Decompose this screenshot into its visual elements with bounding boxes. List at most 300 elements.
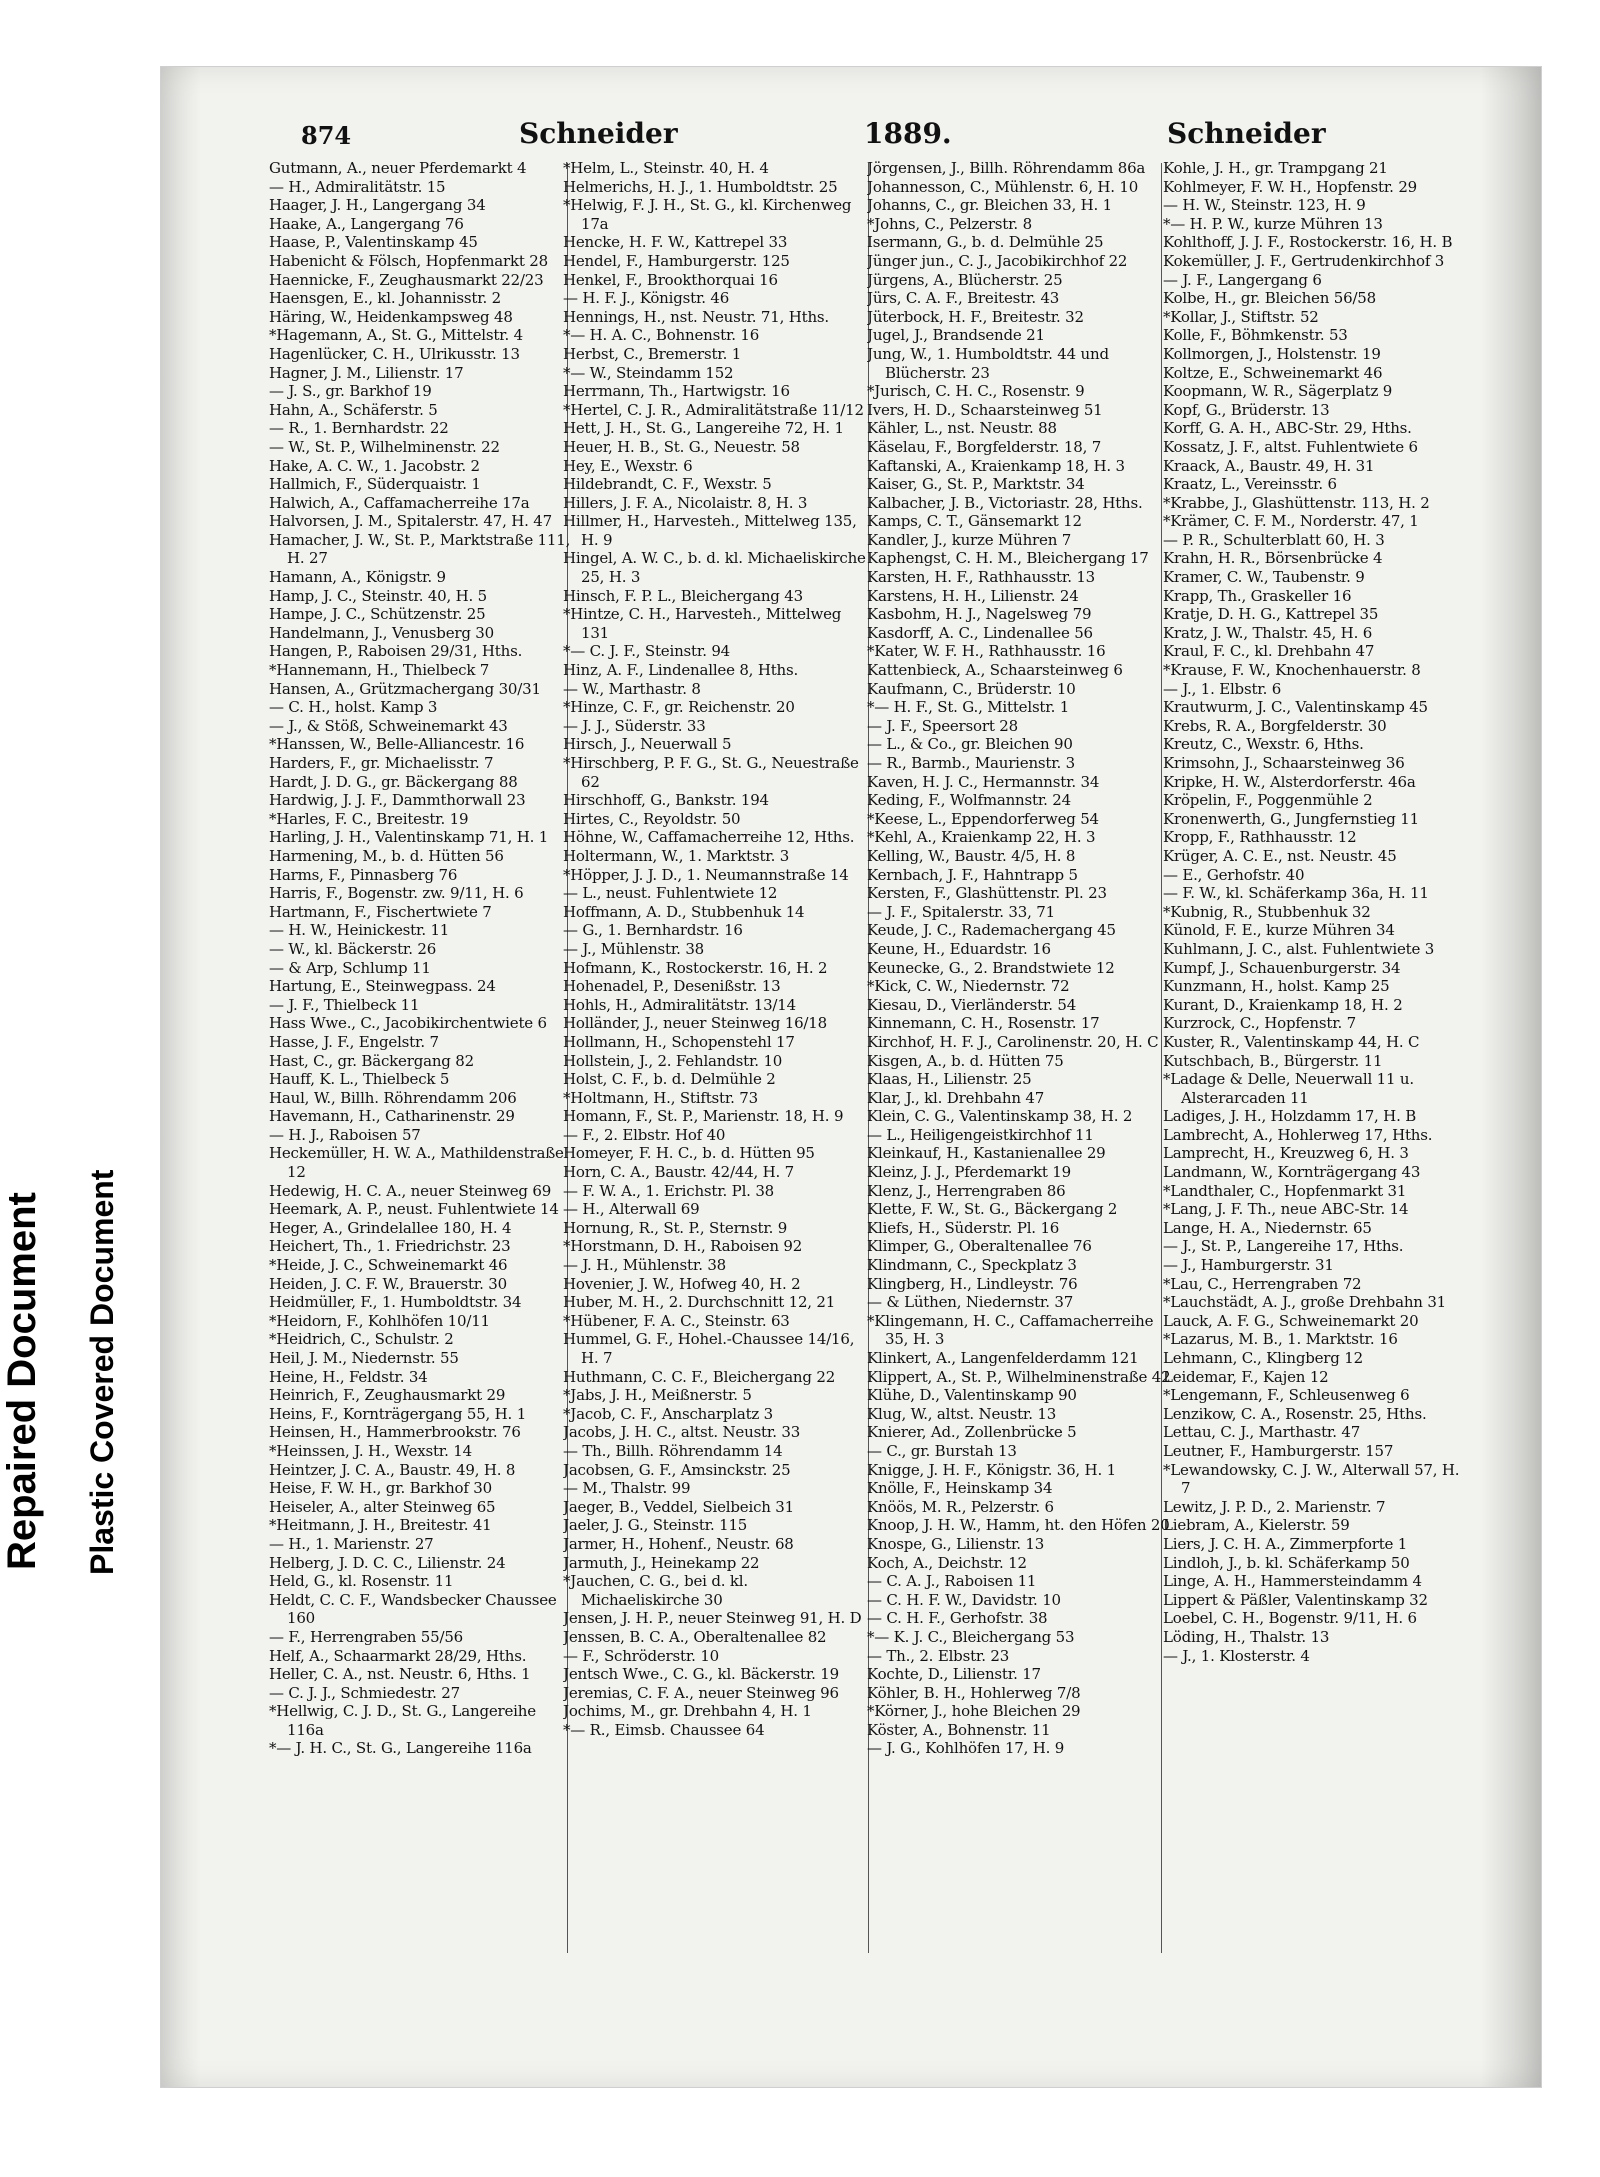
directory-entry: *Lang, J. F. Th., neue ABC-Str. 14 [1163, 1200, 1409, 1219]
directory-entry: Hendel, F., Hamburgerstr. 125 [563, 251, 790, 270]
directory-entry: Krahn, H. R., Börsenbrücke 4 [1163, 549, 1383, 568]
directory-entry: Hedewig, H. C. A., neuer Steinweg 69 [269, 1181, 552, 1200]
directory-entry: Keunecke, G., 2. Brandstwiete 12 [867, 958, 1115, 977]
directory-entry: — L., neust. Fuhlentwiete 12 [563, 884, 778, 903]
directory-entry: Kiesau, D., Vierländerstr. 54 [867, 995, 1077, 1014]
directory-entry: Kopf, G., Brüderstr. 13 [1163, 400, 1330, 419]
directory-entry: Hampe, J. C., Schützenstr. 25 [269, 605, 486, 624]
directory-entry: Kalbacher, J. B., Victoriastr. 28, Hths. [867, 493, 1143, 512]
directory-entry: *Kater, W. F. H., Rathhausstr. 16 [867, 642, 1106, 661]
directory-entry: Isermann, G., b. d. Delmühle 25 [867, 233, 1104, 252]
directory-entry: Keune, H., Eduardstr. 16 [867, 939, 1051, 958]
directory-entry: — F. W., kl. Schäferkamp 36a, H. 11 [1163, 884, 1429, 903]
directory-column-2 [563, 159, 868, 1739]
directory-entry: Kramer, C. W., Taubenstr. 9 [1163, 568, 1365, 587]
directory-entry: — J. F., Speersort 28 [867, 716, 1018, 735]
directory-entry: Lambrecht, A., Hohlerweg 17, Hths. [1163, 1125, 1433, 1144]
directory-entry: Jaeger, B., Veddel, Sielbeich 31 [563, 1497, 794, 1516]
directory-entry: Heller, C. A., nst. Neustr. 6, Hths. 1 [269, 1665, 531, 1684]
directory-entry: Harmening, M., b. d. Hütten 56 [269, 846, 504, 865]
directory-entry: Kandler, J., kurze Mühren 7 [867, 530, 1072, 549]
directory-entry: Kuster, R., Valentinskamp 44, H. C [1163, 1032, 1420, 1051]
directory-entry: Hillmer, H., Harvesteh., Mittelweg 135, H. 9 [563, 512, 857, 549]
directory-entry: Jeremias, C. F. A., neuer Steinweg 96 [563, 1683, 839, 1702]
directory-entry: — W., Marthastr. 8 [563, 679, 701, 698]
directory-entry: *Hirschberg, P. F. G., St. G., Neuestraße 62 [563, 754, 859, 791]
directory-entry: *Höpper, J. J. D., 1. Neumannstraße 14 [563, 865, 849, 884]
directory-entry: — J., 1. Elbstr. 6 [1163, 679, 1282, 698]
directory-entry: Kleinkauf, H., Kastanienallee 29 [867, 1144, 1106, 1163]
directory-entry: — R., Barmb., Maurienstr. 3 [867, 754, 1076, 772]
directory-entry: Homeyer, F. H. C., b. d. Hütten 95 [563, 1144, 815, 1163]
directory-entry: Heine, H., Feldstr. 34 [269, 1367, 428, 1386]
directory-entry: Helf, A., Schaarmarkt 28/29, Hths. [269, 1646, 527, 1665]
directory-entry: Hingel, A. W. C., b. d. kl. Michaeliskirche 25, H. 3 [563, 549, 866, 587]
directory-entry: Harris, F., Bogenstr. zw. 9/11, H. 6 [269, 884, 524, 903]
directory-entry: Kutschbach, B., Bürgerstr. 11 [1163, 1051, 1383, 1070]
directory-entry: Kolbe, H., gr. Bleichen 56/58 [1163, 289, 1376, 308]
directory-entry: Häring, W., Heidenkampsweg 48 [269, 307, 513, 326]
directory-entry: Heger, A., Grindelallee 180, H. 4 [269, 1218, 512, 1237]
directory-entry: Lamprecht, H., Kreuzweg 6, H. 3 [1163, 1144, 1409, 1163]
directory-entry: — L., & Co., gr. Bleichen 90 [867, 735, 1073, 754]
directory-entry: Habenicht & Fölsch, Hopfenmarkt 28 [269, 251, 548, 270]
directory-entry: Huber, M. H., 2. Durchschnitt 12, 21 [563, 1293, 836, 1312]
directory-entry: — W., kl. Bäckerstr. 26 [269, 939, 437, 958]
directory-entry: Kernbach, J. F., Hahntrapp 5 [867, 865, 1078, 884]
directory-entry: *Krause, F. W., Knochenhauerstr. 8 [1163, 661, 1421, 680]
directory-entry: Hovenier, J. W., Hofweg 40, H. 2 [563, 1274, 801, 1293]
directory-entry: Kröpelin, F., Poggenmühle 2 [1163, 791, 1373, 810]
directory-entry: Lauck, A. F. G., Schweinemarkt 20 [1163, 1311, 1419, 1330]
directory-entry: Kirchhof, H. F. J., Carolinenstr. 20, H. C [867, 1032, 1159, 1051]
page-number: 874 [301, 121, 352, 150]
directory-entry: — J., & Stöß, Schweinemarkt 43 [269, 716, 508, 735]
directory-entry: Knierer, Ad., Zollenbrücke 5 [867, 1423, 1077, 1442]
directory-entry: *Krämer, C. F. M., Norderstr. 47, 1 [1163, 512, 1419, 531]
directory-entry: Hartmann, F., Fischertwiete 7 [269, 902, 492, 921]
directory-entry: Haul, W., Billh. Röhrendamm 206 [269, 1088, 517, 1107]
directory-entry: — P. R., Schulterblatt 60, H. 3 [1163, 530, 1385, 549]
directory-entry: Klar, J., kl. Drehbahn 47 [867, 1088, 1045, 1107]
directory-entry: Leidemar, F., Kajen 12 [1163, 1367, 1329, 1386]
directory-entry: — J. G., Kohlhöfen 17, H. 9 [867, 1739, 1065, 1758]
directory-entry: Hey, E., Wexstr. 6 [563, 456, 693, 475]
directory-entry: Knölle, F., Heinskamp 34 [867, 1479, 1053, 1498]
directory-entry: Kleinz, J. J., Pferdemarkt 19 [867, 1163, 1071, 1182]
directory-entry: Krebs, R. A., Borgfelderstr. 30 [1163, 716, 1387, 735]
directory-entry: Hake, A. C. W., 1. Jacobstr. 2 [269, 456, 480, 475]
directory-entry: Knigge, J. H. F., Königstr. 36, H. 1 [867, 1460, 1116, 1479]
directory-entry: — Th., 2. Elbstr. 23 [867, 1646, 1010, 1665]
directory-entry: — H., Admiralitätstr. 15 [269, 177, 446, 196]
directory-entry: Kohlthoff, J. J. F., Rostockerstr. 16, H. B [1163, 233, 1453, 252]
directory-entry: Ivers, H. D., Schaarsteinweg 51 [867, 400, 1103, 419]
directory-entry: Hennings, H., nst. Neustr. 71, Hths. [563, 307, 829, 326]
directory-entry: *Jacob, C. F., Anscharplatz 3 [563, 1404, 774, 1423]
directory-entry: *Jurisch, C. H. C., Rosenstr. 9 [867, 382, 1085, 401]
directory-entry: Huthmann, C. C. F., Bleichergang 22 [563, 1367, 836, 1386]
directory-entry: Hirschhoff, G., Bankstr. 194 [563, 791, 769, 810]
directory-entry: *Kollar, J., Stiftstr. 52 [1163, 307, 1319, 326]
directory-entry: *Keese, L., Eppendorferweg 54 [867, 809, 1099, 828]
directory-entry: Krautwurm, J. C., Valentinskamp 45 [1163, 698, 1428, 717]
directory-entry: Klette, F. W., St. G., Bäckergang 2 [867, 1200, 1118, 1219]
directory-entry: — H. W., Steinstr. 123, H. 9 [1163, 196, 1366, 215]
directory-entry: Lewitz, J. P. D., 2. Marienstr. 7 [1163, 1497, 1386, 1516]
directory-entry: Klaas, H., Lilienstr. 25 [867, 1070, 1032, 1089]
directory-entry: Kraul, F. C., kl. Drehbahn 47 [1163, 642, 1375, 661]
directory-entry: Kropp, F., Rathhausstr. 12 [1163, 828, 1357, 847]
directory-entry: Liers, J. C. H. A., Zimmerpforte 1 [1163, 1534, 1408, 1553]
directory-entry: Haager, J. H., Langergang 34 [269, 196, 486, 215]
directory-entry: Löding, H., Thalstr. 13 [1163, 1627, 1330, 1646]
directory-entry: Jürgens, A., Blücherstr. 25 [867, 270, 1063, 289]
directory-entry: Haake, A., Langergang 76 [269, 214, 464, 233]
directory-entry: *— K. J. C., Bleichergang 53 [867, 1627, 1075, 1646]
directory-entry: — H., 1. Marienstr. 27 [269, 1534, 434, 1553]
directory-entry: Hangen, P., Raboisen 29/31, Hths. [269, 642, 523, 661]
directory-entry: *Klingemann, H. C., Caffamacherreihe 35, H. 3 [867, 1311, 1154, 1349]
directory-entry: — G., 1. Bernhardstr. 16 [563, 921, 743, 940]
directory-entry: Lippert & Päßler, Valentinskamp 32 [1163, 1590, 1428, 1609]
directory-entry: *Helm, L., Steinstr. 40, H. 4 [563, 159, 769, 177]
directory-entry: — F., 2. Elbstr. Hof 40 [563, 1125, 726, 1144]
directory-entry: *Kubnig, R., Stubbenhuk 32 [1163, 902, 1371, 921]
directory-entry: — H. F. J., Königstr. 46 [563, 289, 730, 308]
directory-entry: *Hübener, F. A. C., Steinstr. 63 [563, 1311, 790, 1330]
directory-entry: Hass Wwe., C., Jacobikirchentwiete 6 [269, 1014, 547, 1033]
directory-entry: Hahn, A., Schäferstr. 5 [269, 400, 438, 419]
directory-entry: — C. J. J., Schmiedestr. 27 [269, 1683, 460, 1702]
directory-entry: Harling, J. H., Valentinskamp 71, H. 1 [269, 828, 549, 847]
directory-entry: *Lauchstädt, A. J., große Drehbahn 31 [1163, 1293, 1447, 1312]
directory-entry: Heise, F. W. H., gr. Barkhof 30 [269, 1479, 492, 1498]
directory-entry: Koltze, E., Schweinemarkt 46 [1163, 363, 1383, 382]
directory-entry: Hinz, A. F., Lindenallee 8, Hths. [563, 661, 799, 680]
page-header [301, 117, 1421, 157]
header-title-right: Schneider [1167, 117, 1326, 150]
directory-column-3 [867, 159, 1172, 1758]
directory-entry: *Ladage & Delle, Neuerwall 11 u. Alsterarcaden 11 [1163, 1070, 1414, 1107]
directory-entry: *— H. A. C., Bohnenstr. 16 [563, 326, 760, 345]
directory-entry: Hildebrandt, C. F., Wexstr. 5 [563, 475, 772, 494]
directory-entry: Hamann, A., Königstr. 9 [269, 568, 446, 587]
directory-entry: Kumpf, J., Schauenburgerstr. 34 [1163, 958, 1401, 977]
directory-entry: Kohle, J. H., gr. Trampgang 21 [1163, 159, 1388, 177]
directory-entry: Käselau, F., Borgfelderstr. 18, 7 [867, 437, 1102, 456]
directory-entry: — J. H., Mühlenstr. 38 [563, 1256, 727, 1275]
directory-entry: Hagenlücker, C. H., Ulrikusstr. 13 [269, 344, 520, 363]
directory-entry: Holtermann, W., 1. Marktstr. 3 [563, 846, 790, 865]
directory-entry: Knospe, G., Lilienstr. 13 [867, 1534, 1045, 1553]
directory-entry: — H. J., Raboisen 57 [269, 1125, 421, 1144]
directory-entry: Höhne, W., Caffamacherreihe 12, Hths. [563, 828, 855, 847]
directory-entry: Heinrich, F., Zeughausmarkt 29 [269, 1386, 506, 1405]
directory-entry: Hardwig, J. J. F., Dammthorwall 23 [269, 791, 526, 810]
directory-entry: Kaftanski, A., Kraienkamp 18, H. 3 [867, 456, 1125, 475]
directory-entry: Hett, J. H., St. G., Langereihe 72, H. 1 [563, 419, 844, 438]
directory-entry: Lange, H. A., Niedernstr. 65 [1163, 1218, 1372, 1237]
directory-entry: — C., gr. Burstah 13 [867, 1441, 1017, 1460]
directory-entry: Heiden, J. C. F. W., Brauerstr. 30 [269, 1274, 507, 1293]
directory-entry: Halwich, A., Caffamacherreihe 17a [269, 493, 530, 512]
directory-entry: *— H. P. W., kurze Mühren 13 [1163, 214, 1383, 233]
directory-entry: Klinkert, A., Langenfelderdamm 121 [867, 1349, 1139, 1367]
directory-entry: *— H. F., St. G., Mittelstr. 1 [867, 698, 1070, 717]
directory-entry: Holst, C. F., b. d. Delmühle 2 [563, 1070, 776, 1089]
directory-entry: Homann, F., St. P., Marienstr. 18, H. 9 [563, 1107, 844, 1126]
header-title-left: Schneider [519, 117, 678, 150]
directory-entry: *Krabbe, J., Glashüttenstr. 113, H. 2 [1163, 493, 1430, 512]
directory-entry: — R., 1. Bernhardstr. 22 [269, 419, 449, 438]
directory-entry: — & Lüthen, Niedernstr. 37 [867, 1293, 1074, 1312]
directory-entry: Heckemüller, H. W. A., Mathildenstraße 12 [269, 1144, 564, 1182]
directory-entry: Hamacher, J. W., St. P., Marktstraße 111, H. 27 [269, 530, 571, 568]
directory-entry: Korff, G. A. H., ABC-Str. 29, Hths. [1163, 419, 1412, 438]
directory-entry: Lehmann, C., Klingberg 12 [1163, 1349, 1363, 1367]
directory-entry: Klenz, J., Herrengraben 86 [867, 1181, 1066, 1200]
directory-entry: — Th., Billh. Röhrendamm 14 [563, 1441, 783, 1460]
directory-entry: Kaphengst, C. H. M., Bleichergang 17 [867, 549, 1149, 568]
directory-entry: Kollmorgen, J., Holstenstr. 19 [1163, 344, 1381, 363]
directory-entry: Kossatz, J. F., altst. Fuhlentwiete 6 [1163, 437, 1418, 456]
directory-entry: *Heide, J. C., Schweinemarkt 46 [269, 1256, 508, 1275]
directory-entry: Havemann, H., Catharinenstr. 29 [269, 1107, 515, 1126]
plastic-covered-document-label: Plastic Covered Document [84, 1169, 120, 1575]
directory-entry: Kraack, A., Baustr. 49, H. 31 [1163, 456, 1375, 475]
directory-entry: *Heidorn, F., Kohlhöfen 10/11 [269, 1311, 490, 1330]
directory-entry: Karstens, H. H., Lilienstr. 24 [867, 586, 1079, 605]
directory-entry: Herbst, C., Bremerstr. 1 [563, 344, 742, 363]
directory-entry: — J. J., Süderstr. 33 [563, 716, 706, 735]
directory-entry: Kisgen, A., b. d. Hütten 75 [867, 1051, 1064, 1070]
directory-entry: Hollmann, H., Schopenstehl 17 [563, 1032, 795, 1051]
directory-entry: *Jabs, J. H., Meißnerstr. 5 [563, 1386, 752, 1405]
directory-entry: Lenzikow, C. A., Rosenstr. 25, Hths. [1163, 1404, 1427, 1423]
directory-entry: Hardt, J. D. G., gr. Bäckergang 88 [269, 772, 518, 791]
directory-entry: Hohenadel, P., Desenißstr. 13 [563, 977, 781, 996]
directory-entry: Hoffmann, A. D., Stubbenhuk 14 [563, 902, 805, 921]
directory-entry: Henkel, F., Brookthorquai 16 [563, 270, 778, 289]
directory-entry: Jochims, M., gr. Drehbahn 4, H. 1 [563, 1702, 812, 1721]
directory-entry: — E., Gerhofstr. 40 [1163, 865, 1305, 884]
directory-entry: Helmerichs, H. J., 1. Humboldtstr. 25 [563, 177, 838, 196]
directory-entry: Heins, F., Kornträgergang 55, H. 1 [269, 1404, 527, 1423]
directory-entry: *Hertel, C. J. R., Admiralitätstraße 11/12 [563, 400, 864, 419]
directory-entry: Hirsch, J., Neuerwall 5 [563, 735, 732, 754]
directory-entry: *Lengemann, F., Schleusenweg 6 [1163, 1386, 1410, 1405]
directory-entry: Lindloh, J., b. kl. Schäferkamp 50 [1163, 1553, 1410, 1572]
directory-entry: Linge, A. H., Hammersteindamm 4 [1163, 1572, 1422, 1591]
directory-entry: Horn, C. A., Baustr. 42/44, H. 7 [563, 1163, 795, 1182]
directory-column-1 [269, 159, 574, 1758]
directory-entry: *Hinze, C. F., gr. Reichenstr. 20 [563, 698, 795, 717]
directory-entry: Lettau, C. J., Marthastr. 47 [1163, 1423, 1361, 1442]
directory-entry: Krimsohn, J., Schaarsteinweg 36 [1163, 754, 1405, 772]
page-fold-shadow [161, 67, 201, 2087]
directory-entry: Holländer, J., neuer Steinweg 16/18 [563, 1014, 827, 1033]
directory-entry: Hencke, H. F. W., Kattrepel 33 [563, 233, 788, 252]
directory-entry: — F. W. A., 1. Erichstr. Pl. 38 [563, 1181, 774, 1200]
directory-entry: Hallmich, F., Süderquaistr. 1 [269, 475, 481, 494]
directory-entry: *Hintze, C. H., Harvesteh., Mittelweg 131 [563, 605, 842, 642]
directory-entry: Heemark, A. P., neust. Fuhlentwiete 14 [269, 1200, 559, 1219]
directory-entry: Jünger jun., C. J., Jacobikirchhof 22 [867, 251, 1128, 270]
directory-entry: *— C. J. F., Steinstr. 94 [563, 642, 731, 661]
directory-entry: Heintzer, J. C. A., Baustr. 49, H. 8 [269, 1460, 516, 1479]
directory-entry: Hagner, J. M., Lilienstr. 17 [269, 363, 464, 382]
directory-entry: Hofmann, K., Rostockerstr. 16, H. 2 [563, 958, 828, 977]
directory-entry: — C. H., holst. Kamp 3 [269, 698, 438, 717]
directory-entry: Hornung, R., St. P., Sternstr. 9 [563, 1218, 788, 1237]
directory-entry: *— R., Eimsb. Chaussee 64 [563, 1720, 765, 1739]
directory-entry: Klein, C. G., Valentinskamp 38, H. 2 [867, 1107, 1133, 1126]
directory-entry: Harders, F., gr. Michaelisstr. 7 [269, 754, 494, 772]
directory-entry: — J., St. P., Langereihe 17, Hths. [1163, 1237, 1404, 1256]
directory-entry: Jüterbock, H. F., Breitestr. 32 [867, 307, 1084, 326]
directory-entry: Klingberg, H., Lindleystr. 76 [867, 1274, 1078, 1293]
directory-entry: Jaeler, J. G., Steinstr. 115 [563, 1516, 748, 1535]
directory-entry: Klug, W., altst. Neustr. 13 [867, 1404, 1057, 1423]
directory-entry: Kokemüller, J. F., Gertrudenkirchhof 3 [1163, 251, 1445, 270]
directory-entry: *Jauchen, C. G., bei d. kl. Michaeliskirche 30 [563, 1572, 748, 1609]
directory-entry: Hansen, A., Grützmachergang 30/31 [269, 679, 541, 698]
directory-entry: Hummel, G. F., Hohel.-Chaussee 14/16, H. 7 [563, 1330, 855, 1367]
directory-entry: Kochte, D., Lilienstr. 17 [867, 1665, 1041, 1684]
directory-entry: — & Arp, Schlump 11 [269, 958, 431, 977]
directory-entry: Jacobs, J. H. C., altst. Neustr. 33 [563, 1423, 801, 1442]
directory-entry: *Hannemann, H., Thielbeck 7 [269, 661, 490, 680]
directory-column-4 [1163, 159, 1468, 1665]
directory-entry: Kratje, D. H. G., Kattrepel 35 [1163, 605, 1379, 624]
directory-entry: Jürs, C. A. F., Breitestr. 43 [867, 289, 1060, 308]
directory-entry: Jentsch Wwe., C. G., kl. Bäckerstr. 19 [563, 1665, 839, 1684]
directory-entry: *Horstmann, D. H., Raboisen 92 [563, 1237, 803, 1256]
directory-entry: *Helwig, F. J. H., St. G., kl. Kirchenweg 17a [563, 196, 852, 233]
directory-entry: Jarmuth, J., Heinekamp 22 [563, 1553, 760, 1572]
directory-entry: Kurant, D., Kraienkamp 18, H. 2 [1163, 995, 1403, 1014]
directory-entry: Kaven, H. J. C., Hermannstr. 34 [867, 772, 1100, 791]
directory-entry: Helberg, J. D. C. C., Lilienstr. 24 [269, 1553, 506, 1572]
directory-entry: *— W., Steindamm 152 [563, 363, 734, 382]
directory-entry: Hast, C., gr. Bäckergang 82 [269, 1051, 474, 1070]
directory-entry: Kliefs, H., Süderstr. Pl. 16 [867, 1218, 1060, 1237]
directory-entry: Johanns, C., gr. Bleichen 33, H. 1 [867, 196, 1112, 215]
directory-entry: Kähler, L., nst. Neustr. 88 [867, 419, 1057, 438]
directory-entry: *Lewandowsky, C. J. W., Alterwall 57, H. 7 [1163, 1460, 1460, 1498]
directory-entry: — M., Thalstr. 99 [563, 1479, 691, 1498]
directory-entry: Hirtes, C., Reyoldstr. 50 [563, 809, 741, 828]
directory-entry: Kamps, C. T., Gänsemarkt 12 [867, 512, 1082, 531]
directory-entry: Köster, A., Bohnenstr. 11 [867, 1720, 1051, 1739]
directory-entry: Heidmüller, F., 1. Humboldtstr. 34 [269, 1293, 522, 1312]
directory-entry: — J. S., gr. Barkhof 19 [269, 382, 432, 401]
directory-entry: *Heitmann, J. H., Breitestr. 41 [269, 1516, 492, 1535]
directory-entry: *Heidrich, C., Schulstr. 2 [269, 1330, 454, 1349]
directory-entry: Haase, P., Valentinskamp 45 [269, 233, 478, 252]
directory-entry: Kripke, H. W., Alsterdorferstr. 46a [1163, 772, 1416, 791]
directory-entry: Leutner, F., Hamburgerstr. 157 [1163, 1441, 1394, 1460]
directory-entry: Held, G., kl. Rosenstr. 11 [269, 1572, 454, 1591]
directory-entry: — C. A. J., Raboisen 11 [867, 1572, 1037, 1591]
directory-entry: *Holtmann, H., Stiftstr. 73 [563, 1088, 758, 1107]
directory-entry: Knöös, M. R., Pelzerstr. 6 [867, 1497, 1054, 1516]
directory-entry: Kelling, W., Baustr. 4/5, H. 8 [867, 846, 1076, 865]
directory-entry: Jenssen, B. C. A., Oberaltenallee 82 [563, 1627, 827, 1646]
directory-entry: Loebel, C. H., Bogenstr. 9/11, H. 6 [1163, 1609, 1417, 1628]
directory-entry: Klippert, A., St. P., Wilhelminenstraße 42 [867, 1367, 1171, 1386]
directory-entry: *Hellwig, C. J. D., St. G., Langereihe 116a [269, 1702, 536, 1739]
directory-entry: Heuer, H. B., St. G., Neuestr. 58 [563, 437, 800, 456]
directory-entry: — J. F., Langergang 6 [1163, 270, 1322, 289]
header-year: 1889. [864, 117, 952, 150]
directory-entry: Kreutz, C., Wexstr. 6, Hths. [1163, 735, 1364, 754]
directory-entry: Halvorsen, J. M., Spitalerstr. 47, H. 47 [269, 512, 552, 531]
directory-entry: Köhler, B. H., Hohlerweg 7/8 [867, 1683, 1081, 1702]
directory-entry: *Lau, C., Herrengraben 72 [1163, 1274, 1362, 1293]
directory-entry: Liebram, A., Kielerstr. 59 [1163, 1516, 1350, 1535]
directory-entry: Krapp, Th., Graskeller 16 [1163, 586, 1352, 605]
directory-entry: Kinnemann, C. H., Rosenstr. 17 [867, 1014, 1100, 1033]
directory-entry: Kaufmann, C., Brüderstr. 10 [867, 679, 1076, 698]
directory-entry: Kattenbieck, A., Schaarsteinweg 6 [867, 661, 1123, 680]
directory-entry: Kraatz, L., Vereinsstr. 6 [1163, 475, 1337, 494]
directory-entry: Klimper, G., Oberaltenallee 76 [867, 1237, 1092, 1256]
directory-entry: Koch, A., Deichstr. 12 [867, 1553, 1027, 1572]
directory-entry: Jörgensen, J., Billh. Röhrendamm 86a [867, 159, 1146, 177]
directory-entry: — W., St. P., Wilhelminenstr. 22 [269, 437, 500, 456]
directory-entry: Keude, J. C., Rademachergang 45 [867, 921, 1116, 940]
directory-entry: — J. F., Thielbeck 11 [269, 995, 420, 1014]
directory-entry: — J., Mühlenstr. 38 [563, 939, 705, 958]
directory-entry: Hohls, H., Admiralitätstr. 13/14 [563, 995, 796, 1014]
directory-entry: *Johns, C., Pelzerstr. 8 [867, 214, 1032, 233]
directory-entry: Herrmann, Th., Hartwigstr. 16 [563, 382, 790, 401]
directory-entry: — C. H. F. W., Davidstr. 10 [867, 1590, 1061, 1609]
directory-entry: Handelmann, J., Venusberg 30 [269, 623, 494, 642]
directory-entry: — J., 1. Klosterstr. 4 [1163, 1646, 1310, 1665]
directory-entry: Klindmann, C., Speckplatz 3 [867, 1256, 1077, 1275]
directory-entry: Knoop, J. H. W., Hamm, ht. den Höfen 20 [867, 1516, 1170, 1535]
directory-entry: *Lazarus, M. B., 1. Marktstr. 16 [1163, 1330, 1398, 1349]
directory-entry: Hamp, J. C., Steinstr. 40, H. 5 [269, 586, 488, 605]
directory-entry: — H. W., Heinickestr. 11 [269, 921, 450, 940]
directory-entry: Karsten, H. F., Rathhausstr. 13 [867, 568, 1096, 587]
directory-entry: Künold, F. E., kurze Mühren 34 [1163, 921, 1395, 940]
directory-entry: — H., Alterwall 69 [563, 1200, 700, 1219]
directory-entry: — F., Schröderstr. 10 [563, 1646, 720, 1665]
directory-entry: Kronenwerth, G., Jungfernstieg 11 [1163, 809, 1419, 828]
directory-entry: Landmann, W., Kornträgergang 43 [1163, 1163, 1421, 1182]
directory-entry: Jarmer, H., Hohenf., Neustr. 68 [563, 1534, 794, 1553]
directory-entry: Johannesson, C., Mühlenstr. 6, H. 10 [867, 177, 1139, 196]
directory-entry: — F., Herrengraben 55/56 [269, 1627, 464, 1646]
directory-entry: Kuhlmann, J. C., alst. Fuhlentwiete 3 [1163, 939, 1435, 958]
directory-entry: Klühe, D., Valentinskamp 90 [867, 1386, 1077, 1405]
directory-entry: Koopmann, W. R., Sägerplatz 9 [1163, 382, 1393, 401]
directory-entry: Harms, F., Pinnasberg 76 [269, 865, 458, 884]
directory-entry: *Hagemann, A., St. G., Mittelstr. 4 [269, 326, 523, 345]
directory-entry: Hauff, K. L., Thielbeck 5 [269, 1070, 450, 1089]
directory-entry: — C. H. F., Gerhofstr. 38 [867, 1609, 1048, 1628]
directory-entry: Jugel, J., Brandsende 21 [867, 326, 1045, 345]
directory-entry: Kolle, F., Böhmkenstr. 53 [1163, 326, 1348, 345]
directory-entry: Heichert, Th., 1. Friedrichstr. 23 [269, 1237, 511, 1256]
directory-entry: Kaiser, G., St. P., Marktstr. 34 [867, 475, 1085, 494]
directory-entry: Krüger, A. C. E., nst. Neustr. 45 [1163, 846, 1397, 865]
directory-entry: Kersten, F., Glashüttenstr. Pl. 23 [867, 884, 1107, 903]
